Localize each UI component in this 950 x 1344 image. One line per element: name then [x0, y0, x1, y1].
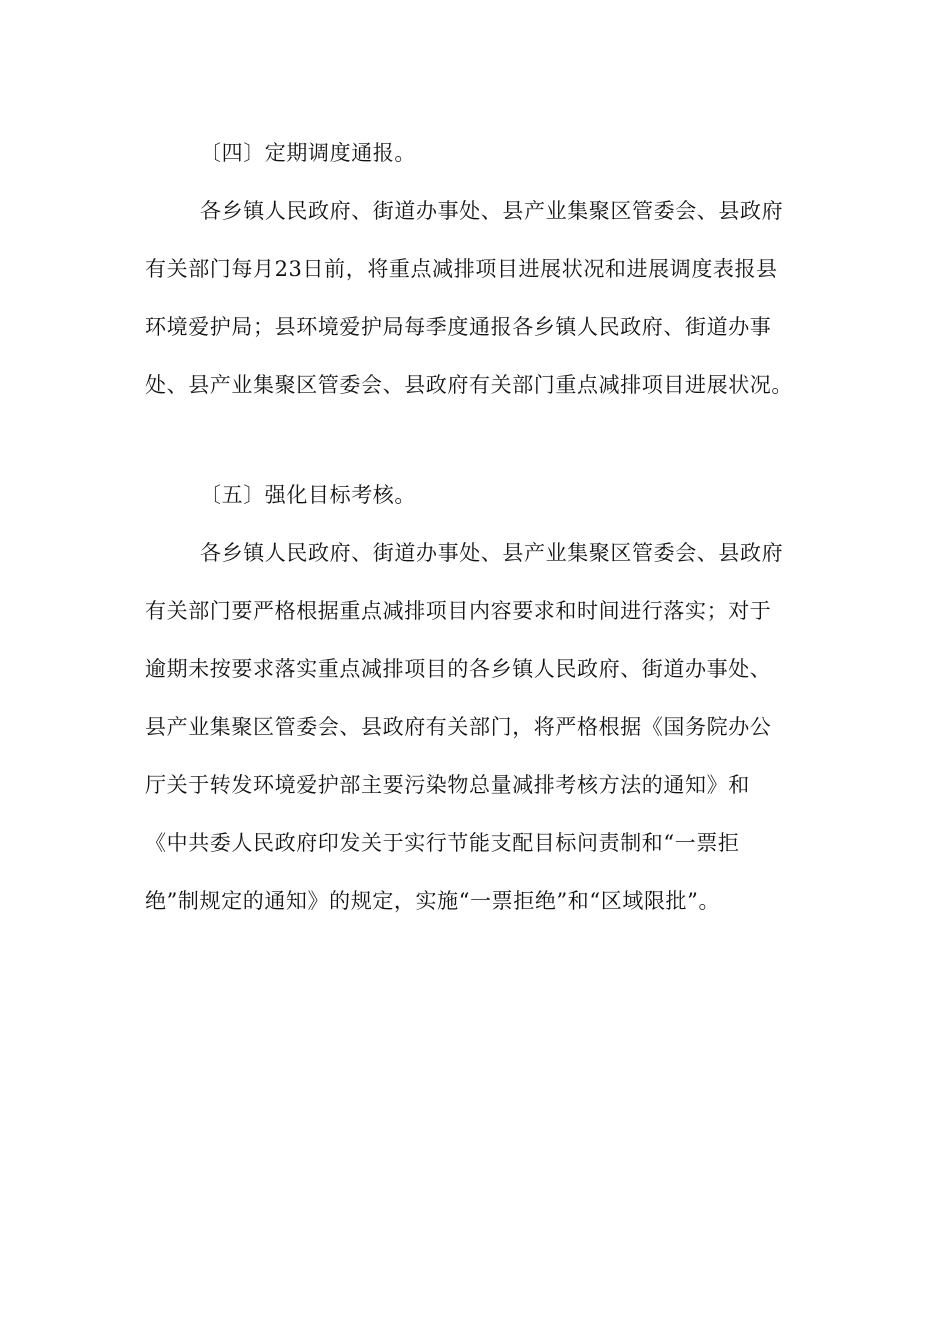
section-5-heading: 〔五〕强化目标考核。	[200, 483, 416, 507]
section-5-paragraph-line: 有关部门要严格根据重点减排项目内容要求和时间进行落实；对于	[145, 599, 772, 623]
section-4-paragraph-line: 环境爱护局；县环境爱护局每季度通报各乡镇人民政府、街道办事	[145, 315, 772, 339]
section-5-paragraph-line: 县产业集聚区管委会、县政府有关部门，将严格根据《国务院办公	[145, 715, 772, 739]
section-5-paragraph-line: 绝”制规定的通知》的规定，实施“一票拒绝”和“区域限批”。	[145, 889, 721, 913]
section-4-paragraph-line: 各乡镇人民政府、街道办事处、县产业集聚区管委会、县政府	[200, 199, 784, 223]
section-5-paragraph-line: 逾期未按要求落实重点减排项目的各乡镇人民政府、街道办事处、	[145, 657, 772, 681]
section-5-paragraph-line: 厅关于转发环境爱护部主要污染物总量减排考核方法的通知》和	[145, 773, 750, 797]
section-4-heading: 〔四〕定期调度通报。	[200, 141, 416, 165]
section-5-paragraph-line: 各乡镇人民政府、街道办事处、县产业集聚区管委会、县政府	[200, 541, 784, 565]
section-4-paragraph-line: 处、县产业集聚区管委会、县政府有关部门重点减排项目进展状况。	[145, 373, 793, 397]
section-5-paragraph-line: 《中共委人民政府印发关于实行节能支配目标问责制和“一票拒	[145, 831, 740, 855]
section-4-paragraph-line: 有关部门每月23日前，将重点减排项目进展状况和进展调度表报县	[145, 257, 778, 281]
